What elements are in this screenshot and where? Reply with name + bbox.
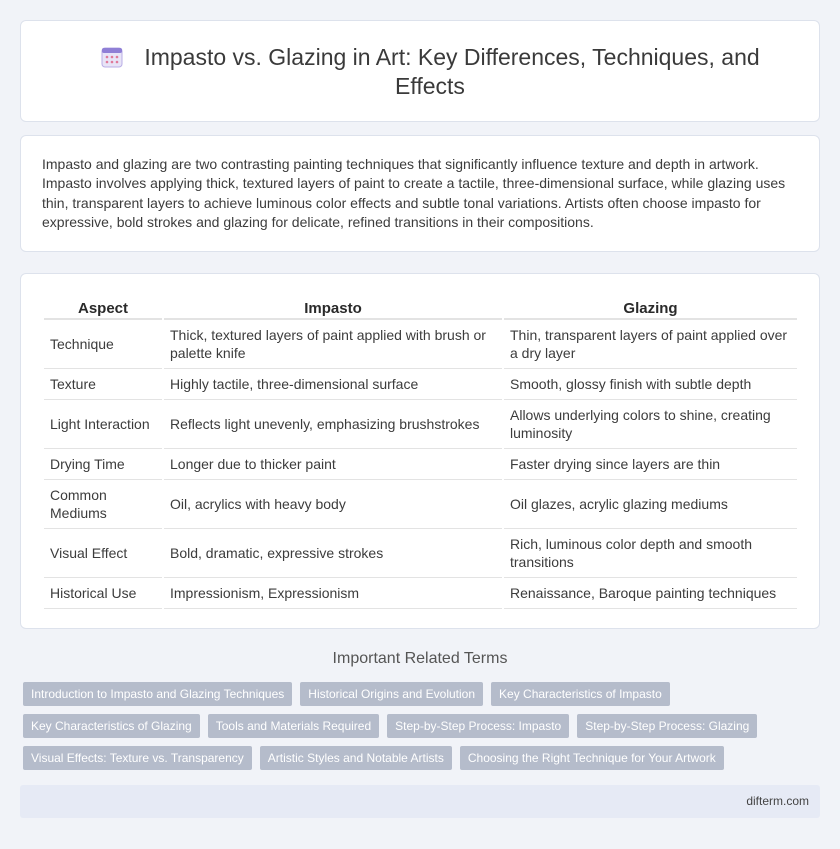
table-cell-glazing: Faster drying since layers are thin [504,449,797,480]
table-cell-glazing: Smooth, glossy finish with subtle depth [504,369,797,400]
table-cell-glazing: Allows underlying colors to shine, creating luminosity [504,400,797,449]
footer [20,785,820,818]
comparison-table [42,292,799,609]
related-term-tag[interactable]: Choosing the Right Technique for Your Artwork [460,746,724,770]
header-card [20,20,820,122]
table-cell-aspect: Technique [44,320,162,369]
table-cell-impasto: Highly tactile, three-dimensional surface [164,369,502,400]
table-cell-impasto: Impressionism, Expressionism [164,578,502,609]
tag-row [23,682,823,706]
related-terms-title: Important Related Terms [332,650,508,667]
calendar-icon [100,45,124,69]
related-term-tag[interactable]: Step-by-Step Process: Glazing [577,714,757,738]
tag-row [23,714,823,738]
table-cell-aspect: Visual Effect [44,529,162,578]
table-cell-impasto: Longer due to thicker paint [164,449,502,480]
related-term-tag[interactable]: Tools and Materials Required [208,714,379,738]
related-term-tag[interactable]: Visual Effects: Texture vs. Transparency [23,746,252,770]
related-term-tag[interactable]: Step-by-Step Process: Impasto [387,714,569,738]
table-cell-impasto: Thick, textured layers of paint applied with brush or palette knife [164,320,502,369]
table-cell-glazing: Rich, luminous color depth and smooth transitions [504,529,797,578]
column-header-aspect: Aspect [44,292,162,320]
table-cell-glazing: Thin, transparent layers of paint applied over a dry layer [504,320,797,369]
related-term-tag[interactable]: Artistic Styles and Notable Artists [260,746,452,770]
table-row [44,369,797,400]
table-cell-aspect: Historical Use [44,578,162,609]
table-cell-aspect: Texture [44,369,162,400]
related-term-tag[interactable]: Key Characteristics of Glazing [23,714,200,738]
table-row [44,400,797,449]
related-term-tag[interactable]: Historical Origins and Evolution [300,682,483,706]
table-cell-impasto: Bold, dramatic, expressive strokes [164,529,502,578]
tag-row [23,746,823,770]
intro-card [20,135,820,252]
table-header-row [44,292,797,320]
table-cell-impasto: Reflects light unevenly, emphasizing brushstrokes [164,400,502,449]
column-header-glazing: Glazing [504,292,797,320]
table-row [44,529,797,578]
footer-site-link[interactable]: difterm.com [746,794,809,808]
comparison-card [20,273,820,629]
related-term-tag[interactable]: Introduction to Impasto and Glazing Techniques [23,682,292,706]
table-row [44,480,797,529]
page-title: Impasto vs. Glazing in Art: Key Differences, Techniques, and Effects [144,44,760,99]
related-term-tag[interactable]: Key Characteristics of Impasto [491,682,670,706]
table-row [44,449,797,480]
table-cell-glazing: Oil glazes, acrylic glazing mediums [504,480,797,529]
related-terms-list [23,682,823,778]
column-header-impasto: Impasto [164,292,502,320]
table-cell-impasto: Oil, acrylics with heavy body [164,480,502,529]
table-cell-aspect: Common Mediums [44,480,162,529]
page-title-container [81,43,779,101]
table-cell-aspect: Drying Time [44,449,162,480]
intro-paragraph: Impasto and glazing are two contrasting painting techniques that significantly influence texture and depth in artwork. Impasto involves applying thick, textured layers of paint to create a tactile, three-dimensional surface, while glazing uses thin, transparent layers to achieve luminous color effects and subtle tonal variations. Artists often choose impasto for expressive, bold strokes and glazing for delicate, refined transitions in their compositions. [42,156,786,231]
table-cell-aspect: Light Interaction [44,400,162,449]
table-row [44,320,797,369]
table-cell-glazing: Renaissance, Baroque painting techniques [504,578,797,609]
table-row [44,578,797,609]
